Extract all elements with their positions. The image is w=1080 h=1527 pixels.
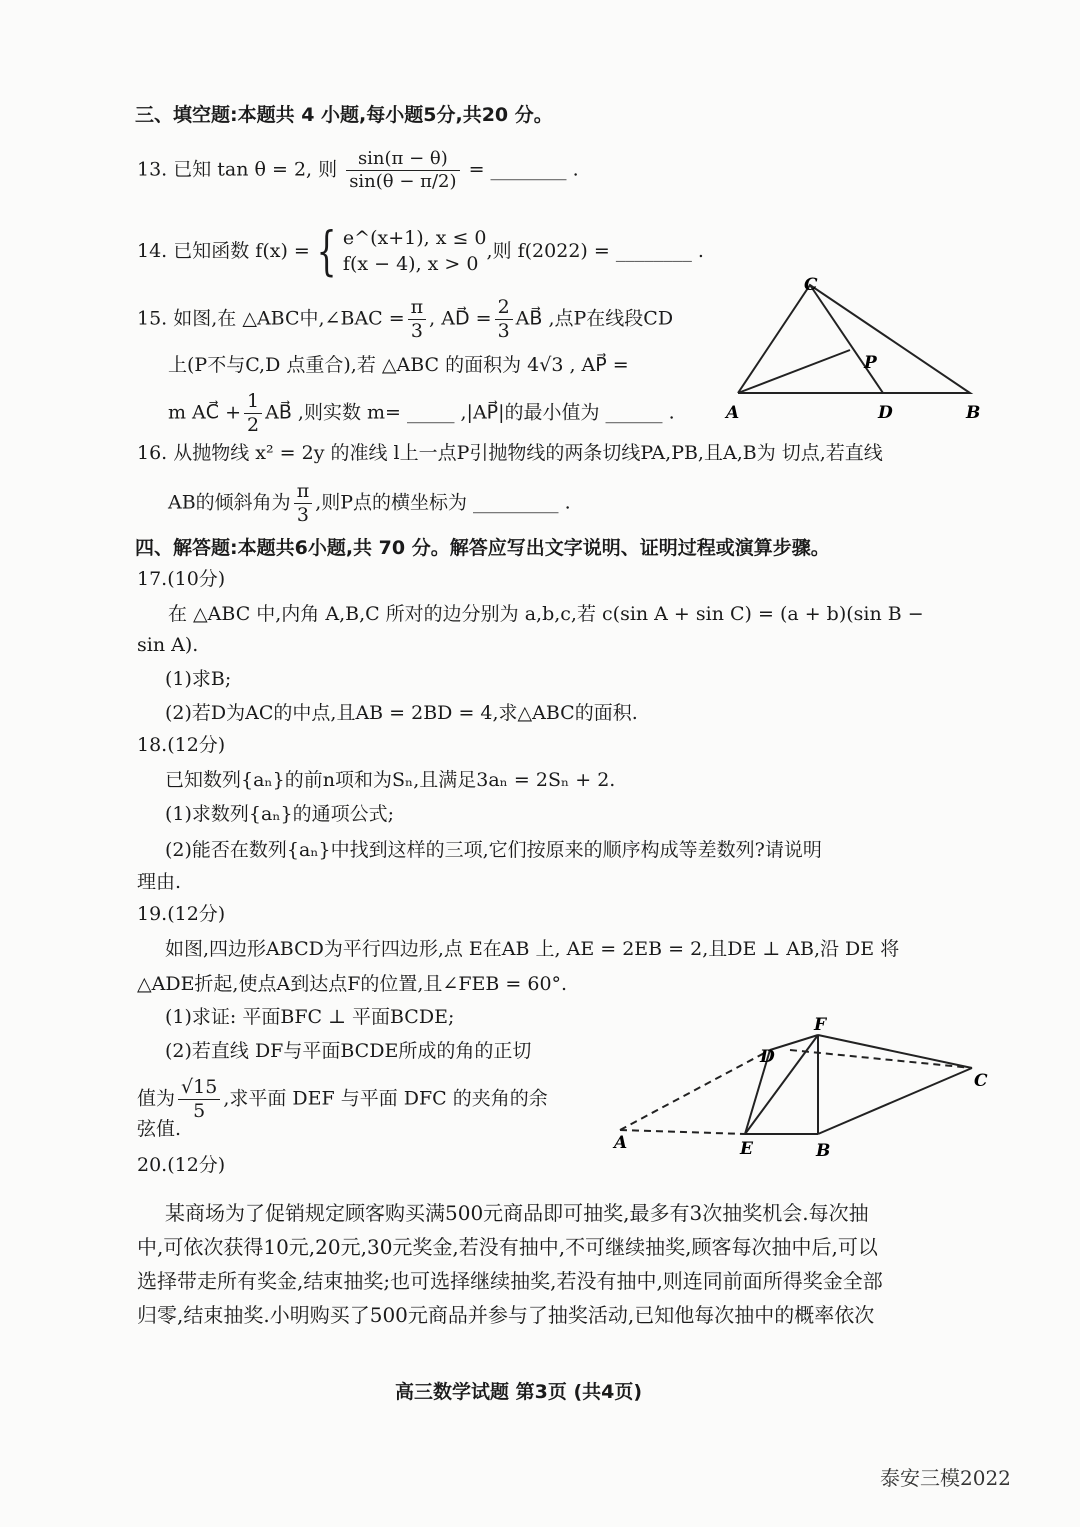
question-16-line2: AB的倾斜角为 $\frac{\pi}{3}$ ,则P点的横坐标为 _________ . xyxy=(168,480,571,526)
question-16-line1: 16. 从抛物线 x² = 2y 的准线 l上一点P引抛物线的两条切线PA,PB,且A,B为 切点,若直线 xyxy=(137,442,883,464)
svg-text:B: B xyxy=(966,403,981,423)
q17-line1: 在 △ABC 中,内角 A,B,C 所对的边分别为 a,b,c,若 c(sin A + sin C) = (a + b)(sin B − xyxy=(168,603,924,625)
q18-title: 18.(12分) xyxy=(137,734,226,756)
svg-text:D: D xyxy=(760,1047,775,1067)
svg-text:P: P xyxy=(864,353,877,373)
q20-line: 某商场为了促销规定顾客购买满500元商品即可抽奖,最多有3次抽奖机会.每次抽 xyxy=(165,1201,869,1225)
svg-text:F: F xyxy=(814,1015,827,1035)
page-footer: 高三数学试题 第3页 (共4页) xyxy=(395,1381,643,1403)
question-15-line1: 15. 如图,在 △ABC中,∠BAC = $\frac{\pi}{3}$ , AD⃗ = $\frac{2}{3}$ AB⃗ ,点P在线段CD xyxy=(137,296,674,342)
q19-part2-cont: 值为 $\frac{√15}{5}$ ,求平面 DEF 与平面 DFC 的夹角的余 xyxy=(137,1076,548,1122)
q19-line2: △ADE折起,使点A到达点F的位置,且∠FEB = 60°. xyxy=(137,973,568,995)
q17-part2: (2)若D为AC的中点,且AB = 2BD = 4,求△ABC的面积. xyxy=(165,702,638,724)
q17-title: 17.(10分) xyxy=(137,568,226,590)
svg-text:A: A xyxy=(726,403,740,423)
q17-line2: sin A). xyxy=(137,634,199,656)
q20-line: 中,可依次获得10元,20元,30元奖金,若没有抽中,不可继续抽奖,顾客每次抽中后,可以 xyxy=(137,1235,878,1259)
q19-title: 19.(12分) xyxy=(137,903,226,925)
q19-part2: (2)若直线 DF与平面BCDE所成的角的正切 xyxy=(165,1040,532,1062)
folded-quadrilateral-figure xyxy=(600,1010,1000,1160)
q19-part2-end: 弦值. xyxy=(137,1118,182,1140)
q19-line1: 如图,四边形ABCD为平行四边形,点 E在AB 上, AE = 2EB = 2,且DE ⊥ AB,沿 DE 将 xyxy=(165,938,900,960)
svg-text:C: C xyxy=(974,1071,988,1091)
q17-part1: (1)求B; xyxy=(165,668,232,690)
question-14: 14. 已知函数 f(x) = { e^(x+1), x ≤ 0 f(x − 4), x > 0,则 f(2022) = ________ . xyxy=(137,222,704,282)
q18-part2: (2)能否在数列{aₙ}中找到这样的三项,它们按原来的顺序构成等差数列?请说明 xyxy=(165,839,822,861)
question-15-line3: m AC⃗ + $\frac{1}{2}$ AB⃗ ,则实数 m= _____ ,|AP⃗|的最小值为 ______ . xyxy=(168,390,675,436)
q20-line: 选择带走所有奖金,结束抽奖;也可选择继续抽奖,若没有抽中,则连同前面所得奖金全部 xyxy=(137,1269,883,1293)
triangle-figure xyxy=(720,270,1010,430)
svg-text:A: A xyxy=(614,1133,628,1153)
q18-part2-cont: 理由. xyxy=(137,871,182,893)
watermark: 泰安三模2022 xyxy=(880,1466,1011,1490)
svg-text:C: C xyxy=(804,275,818,295)
q20-title: 20.(12分) xyxy=(137,1154,226,1176)
q18-part1: (1)求数列{aₙ}的通项公式; xyxy=(165,803,395,825)
section4-heading: 四、解答题:本题共6小题,共 70 分。解答应写出文字说明、证明过程或演算步骤。 xyxy=(135,537,830,559)
svg-text:D: D xyxy=(878,403,893,423)
q19-part1: (1)求证: 平面BFC ⊥ 平面BCDE; xyxy=(165,1006,455,1028)
q20-line: 归零,结束抽奖.小明购买了500元商品并参与了抽奖活动,已知他每次抽中的概率依次 xyxy=(137,1303,875,1327)
fraction: $\frac{\sin(\pi - \theta)}{\sin(\theta - \pi/2)}$ xyxy=(346,148,459,193)
svg-text:B: B xyxy=(816,1141,831,1160)
q18-line1: 已知数列{aₙ}的前n项和为Sₙ,且满足3aₙ = 2Sₙ + 2. xyxy=(165,769,616,791)
question-15-line2: 上(P不与C,D 点重合),若 △ABC 的面积为 4√3 , AP⃗ = xyxy=(168,354,629,376)
question-13: 13. 已知 tan θ = 2, 则 $\frac{\sin(\pi - \theta)}{\sin(\theta - \pi/2)}$ = ________ . xyxy=(137,148,579,192)
section3-heading: 三、填空题:本题共 4 小题,每小题5分,共20 分。 xyxy=(135,104,553,126)
svg-text:E: E xyxy=(740,1139,753,1159)
